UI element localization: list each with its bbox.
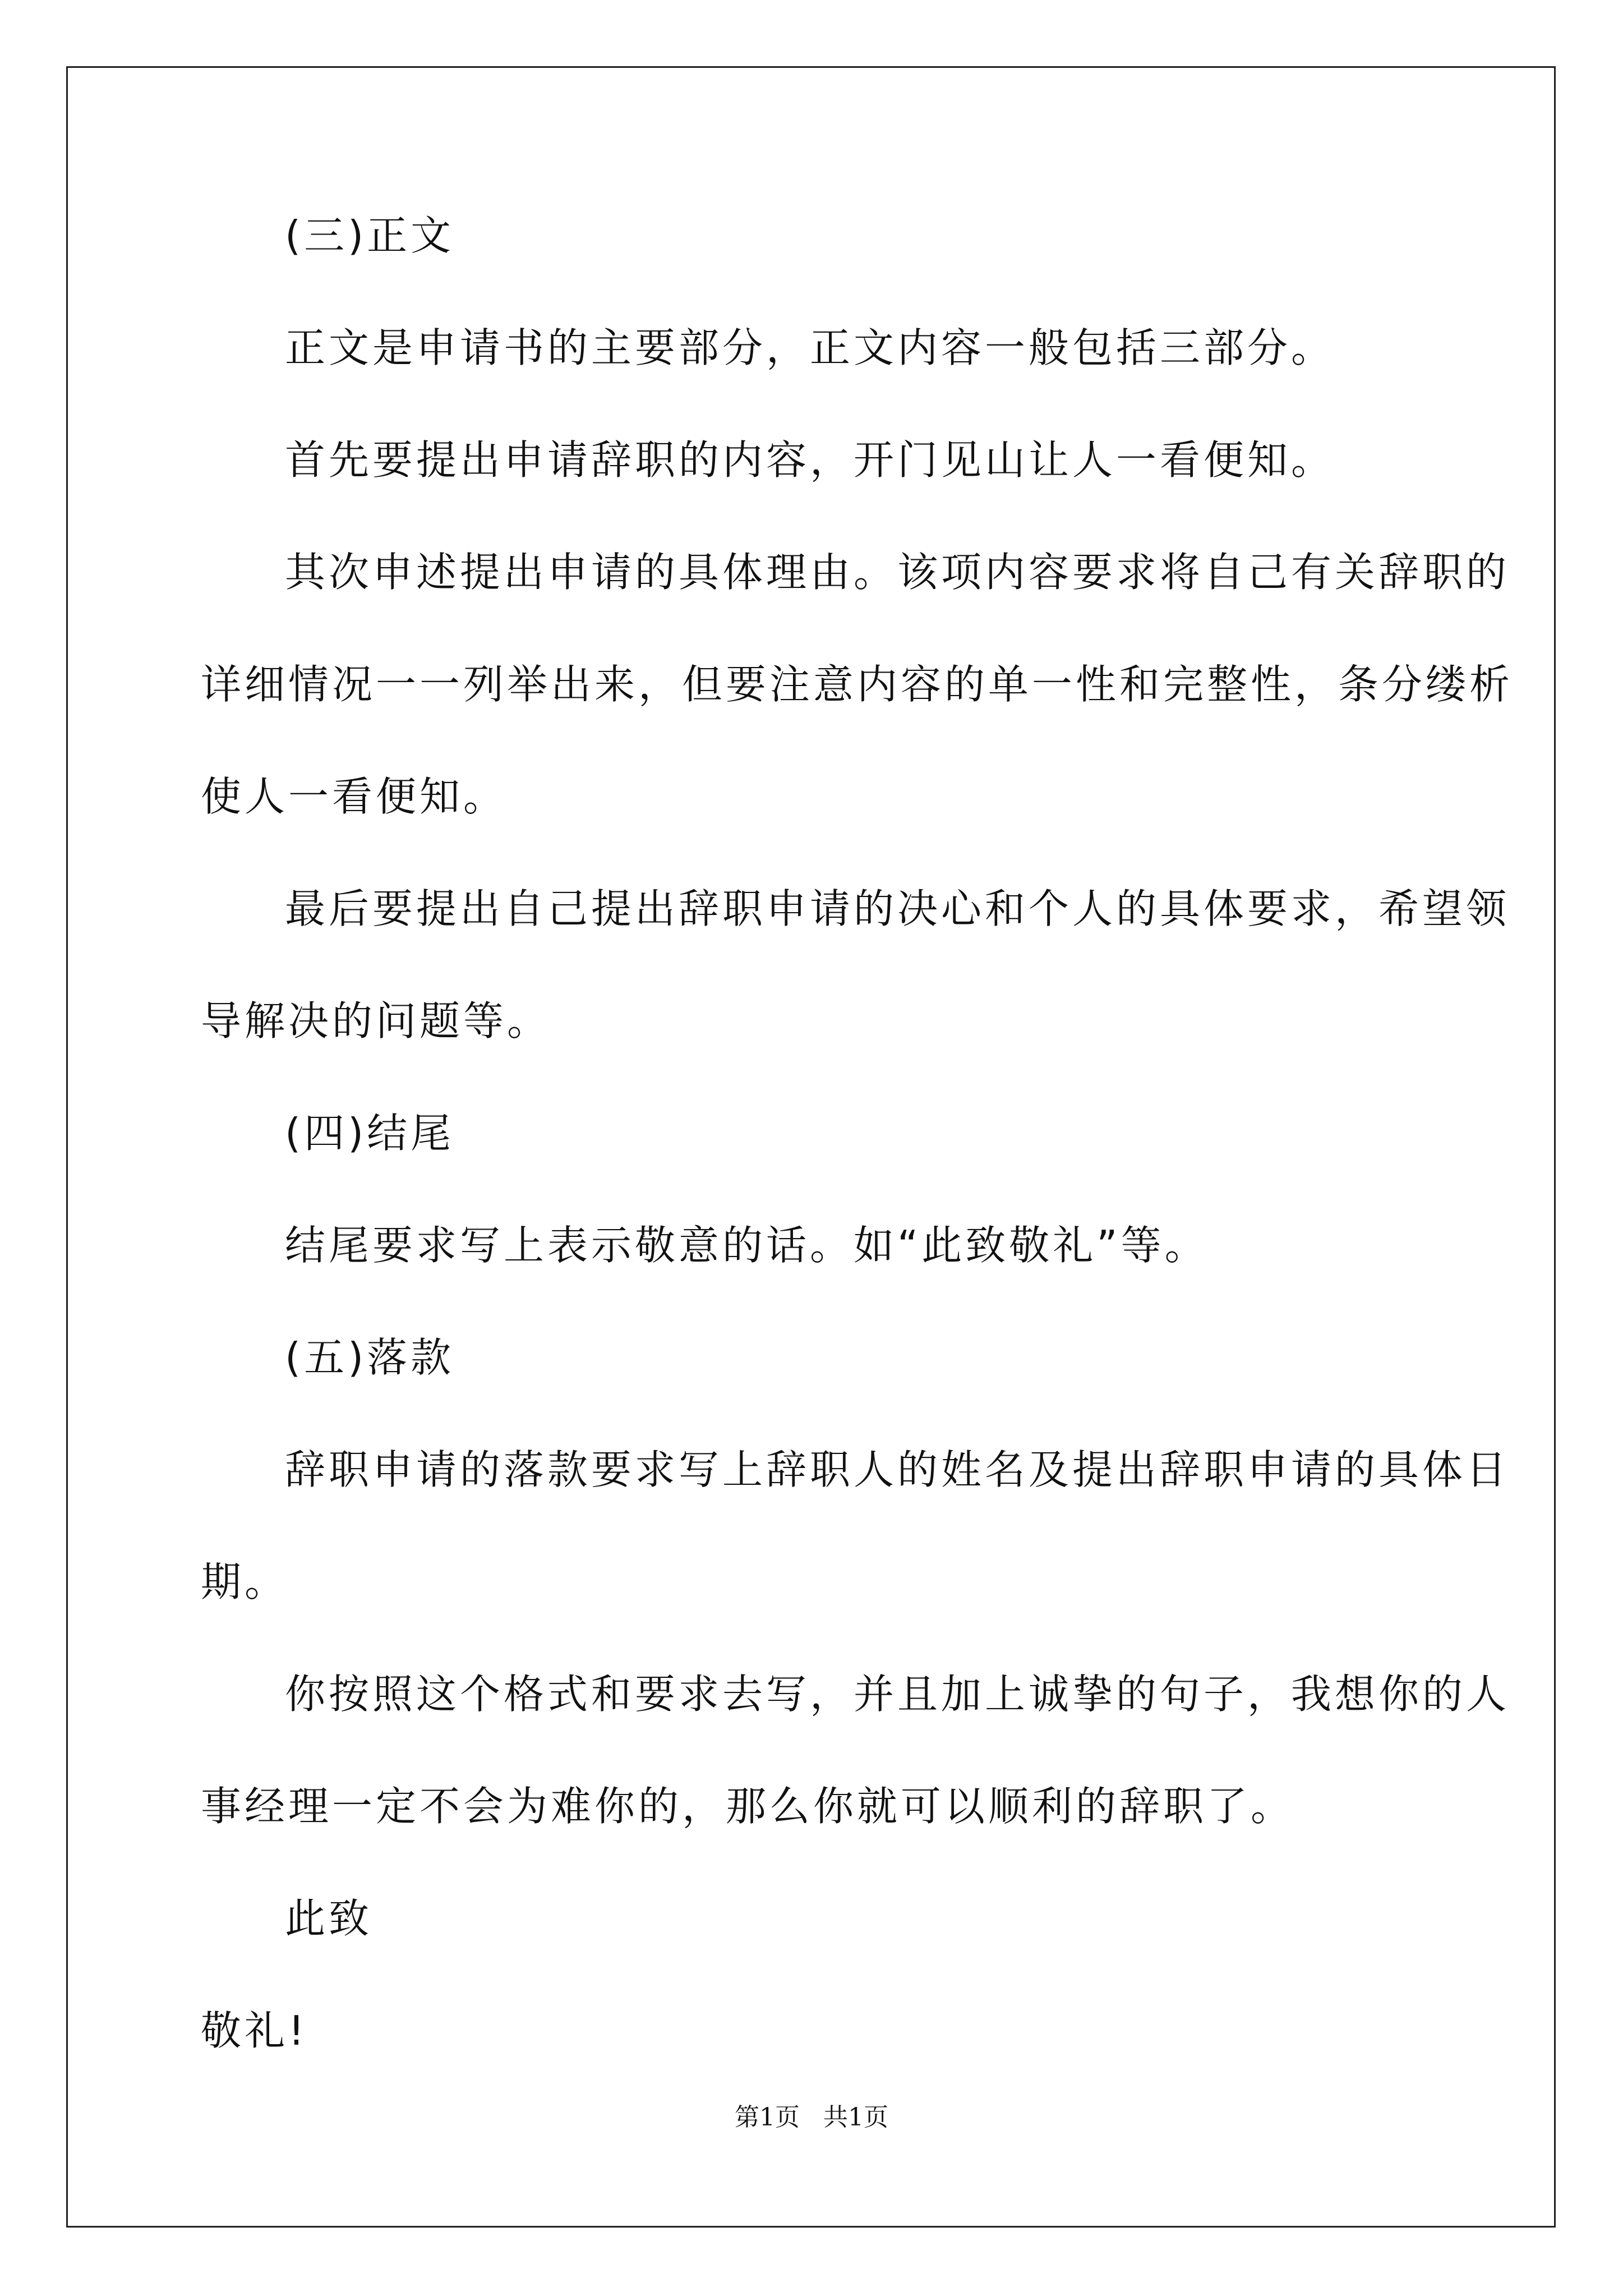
paragraph-line: 辞职申请的落款要求写上辞职人的姓名及提出辞职申请的具体日 [285,1446,1510,1493]
paragraph-line: 导解决的问题等。 [201,997,551,1045]
paragraph-line: 首先要提出申请辞职的内容，开门见山让人一看便知。 [285,436,1335,484]
closing-salutation: 此致 [285,1895,373,1942]
paragraph-line: 事经理一定不会为难你的，那么你就可以顺利的辞职了。 [201,1783,1295,1830]
paragraph-line: 详细情况一一列举出来，但要注意内容的单一性和完整性，条分缕析 [201,661,1514,708]
page-number-current: 第1页 [735,2103,800,2132]
paragraph-line: 正文是申请书的主要部分，正文内容一般包括三部分。 [285,324,1335,371]
closing-regards: 敬礼! [201,2007,308,2054]
paragraph-line: 期。 [201,1558,289,1605]
heading-signature-section: (五)落款 [285,1334,455,1381]
paragraph-line: 结尾要求写上表示敬意的话。如“此致敬礼”等。 [285,1222,1209,1269]
heading-closing-section: (四)结尾 [285,1110,455,1157]
paragraph-line: 使人一看便知。 [201,773,508,820]
paragraph-line: 你按照这个格式和要求去写，并且加上诚挚的句子，我想你的人 [285,1671,1510,1718]
heading-body-section: (三)正文 [285,212,455,259]
paragraph-line: 最后要提出自己提出辞职申请的决心和个人的具体要求，希望领 [285,885,1510,932]
paragraph-line: 其次申述提出申请的具体理由。该项内容要求将自己有关辞职的 [285,549,1510,596]
page-footer [0,2101,1623,2134]
page-number-total: 共1页 [823,2103,888,2132]
